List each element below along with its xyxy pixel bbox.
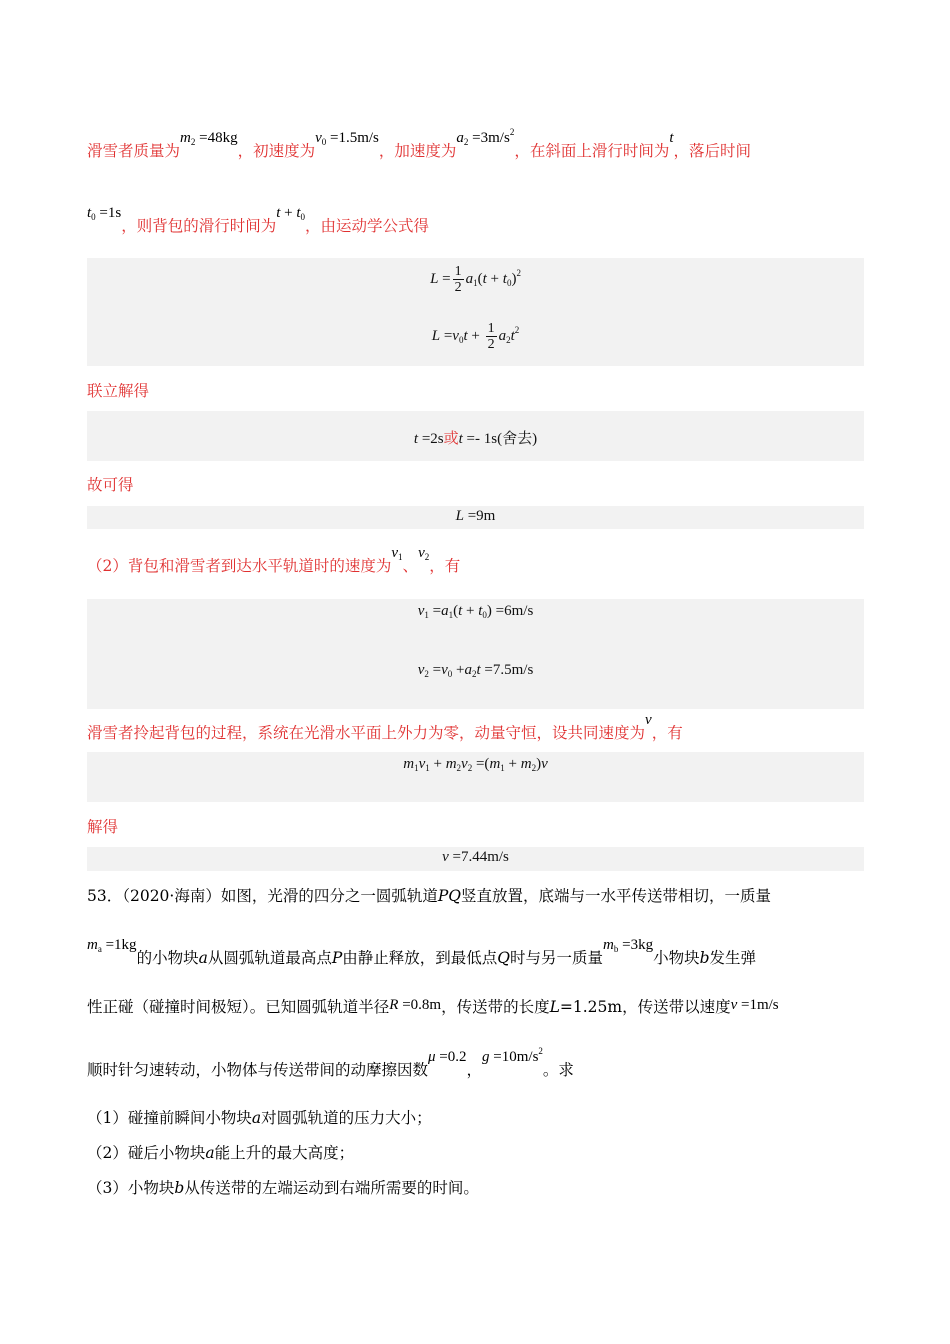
solution-paragraph-2 <box>87 205 430 238</box>
math-v: v <box>645 712 652 728</box>
math-v1: $v_1$ <box>391 545 403 562</box>
text-guke: 故可得 <box>87 476 134 494</box>
text: ，加速度为 <box>378 142 457 160</box>
question-53-line-4: 顺时针匀速转动，小物体与传送带间的动摩擦因数μ =0.2，$g =10m/s^2$。求 <box>87 1046 574 1079</box>
math-t: t <box>669 130 674 146</box>
equation-momentum: $m_1v_1 + m_2v_2 =(m_1 + m_2)v$ <box>403 756 548 773</box>
math-g: $g =10m/s^2$ <box>482 1046 543 1065</box>
question-53-line-3: 性正碰（碰撞时间极短）。已知圆弧轨道半径R =0.8m，传送带的长度L=1.25m，传送带以速度v =1m/s <box>87 997 779 1016</box>
text-lianli: 联立解得 <box>87 382 150 400</box>
equation-block-3 <box>87 506 864 529</box>
equation-block-5 <box>87 752 864 802</box>
math-t0: $t_0 =1s$ <box>87 205 122 222</box>
equation-block-4 <box>87 599 864 709</box>
equation-v-result: v =7.44m/s <box>442 849 509 865</box>
equation-L-value: L =9m <box>455 508 496 524</box>
equation-block-2 <box>87 411 864 461</box>
question-53-sub-3: （3）小物块b从传送带的左端运动到右端所需要的时间。 <box>87 1179 479 1197</box>
question-53-line-2: $m_a =1kg$的小物块a从圆弧轨道最高点P由静止释放，到最低点Q时与另一质量$m_b =3kg$小物块b发生弹 <box>87 937 757 967</box>
text: ，有 <box>429 557 461 575</box>
math-v-belt: v =1m/s <box>730 997 779 1013</box>
equation-v1: $v_1 =a_1(t + t_0) =6m/s$ <box>417 603 534 620</box>
text: ，初速度为 <box>237 142 316 160</box>
question-53-line-1: 53．（2020·海南）如图，光滑的四分之一圆弧轨道PQ竖直放置，底端与一水平传送带相切，一质量 <box>87 887 772 905</box>
math-mu: μ =0.2 <box>428 1049 467 1065</box>
text: 滑雪者质量为 <box>87 142 181 160</box>
math-m2: $m_2 =48kg$ <box>180 130 238 147</box>
solution-paragraph-4 <box>87 712 683 744</box>
solution-paragraph-1 <box>87 127 752 163</box>
equation-v2: $v_2 =v_0 +a_2t =7.5m/s$ <box>417 662 534 679</box>
text: ，则背包的滑行时间为 <box>121 217 277 235</box>
equation-L-skier: $L =v_0t$ + $\frac{1}{2}$ $a_2t^2$ <box>431 321 520 352</box>
math-R: R =0.8m <box>389 997 442 1013</box>
math-v2: $v_2$ <box>418 545 430 562</box>
equation-t-solution: t =2s或t =- 1s(舍去) <box>413 431 538 447</box>
question-53-sub-2: （2）碰后小物块a能上升的最大高度； <box>87 1144 355 1162</box>
text: ，有 <box>651 724 683 742</box>
equation-L-backpack: L = $\frac{1}{2}$ $a_1(t + t_0)^2$ <box>430 264 521 295</box>
math-a2: $a_2 =3m/s^2$ <box>456 127 515 147</box>
equation-block-6 <box>87 847 864 871</box>
math-t-plus-t0: $t + t_0$ <box>276 205 306 222</box>
solution-paragraph-3: （2）背包和滑雪者到达水平轨道时的速度为$v_1$、$v_2$，有 <box>87 545 461 575</box>
text: ，落后时间 <box>673 142 752 160</box>
equation-block-1 <box>87 258 864 366</box>
text: ，由运动学公式得 <box>305 217 430 235</box>
text-jiede: 解得 <box>87 818 119 836</box>
text: 滑雪者拎起背包的过程，系统在光滑水平面上外力为零，动量守恒，设共同速度为 <box>87 724 646 742</box>
text: ，在斜面上滑行时间为 <box>514 142 670 160</box>
math-mb: $m_b =3kg$ <box>603 937 654 954</box>
text: （2）背包和滑雪者到达水平轨道时的速度为 <box>87 557 392 575</box>
question-53-sub-1: （1）碰撞前瞬间小物块a对圆弧轨道的压力大小； <box>87 1109 432 1127</box>
math-ma: $m_a =1kg$ <box>87 937 137 954</box>
math-v0: $v_0 =1.5m/s$ <box>315 130 379 147</box>
